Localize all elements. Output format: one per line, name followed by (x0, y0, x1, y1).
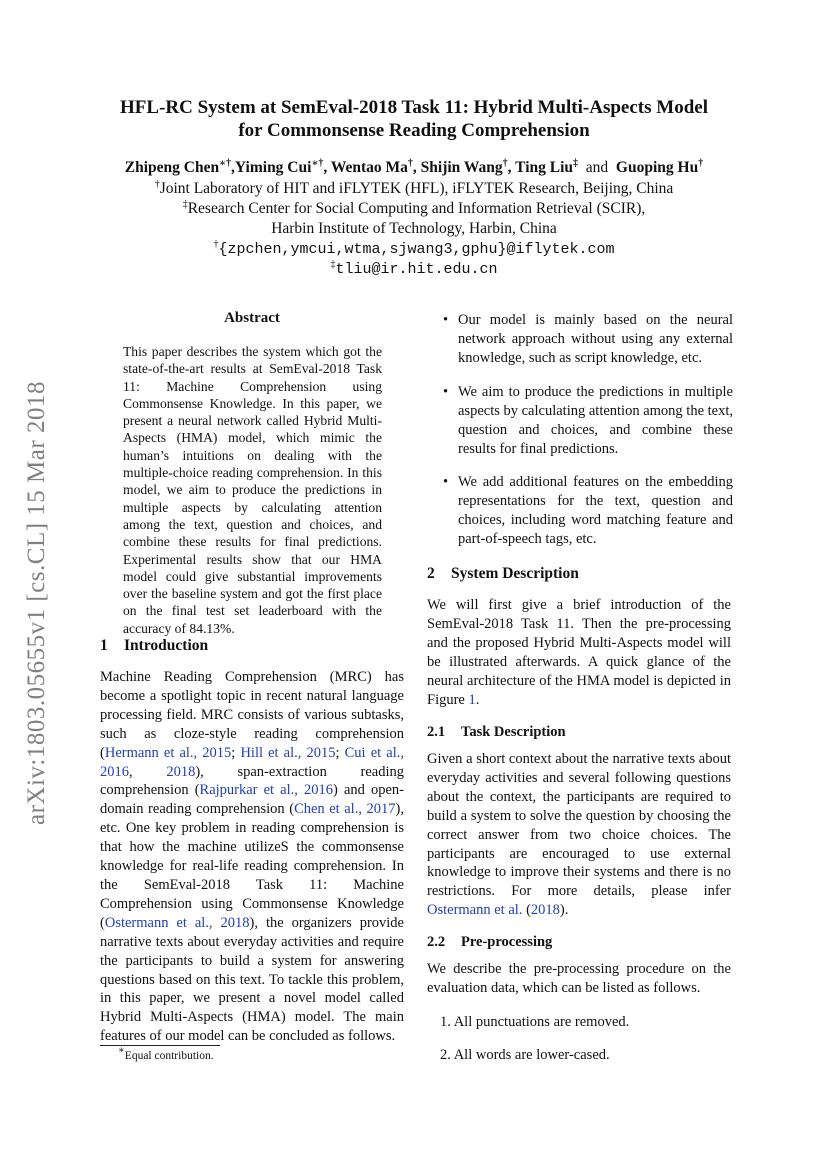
author-conjunction: and (585, 159, 609, 176)
paper-title (80, 96, 748, 142)
task-description-paragraph (427, 750, 731, 920)
author-name: Wentao Ma (330, 159, 408, 176)
author-name: Zhipeng Chen (124, 159, 220, 176)
author-mark: † (698, 158, 704, 169)
citation-link[interactable]: Ostermann et al., 2018 (104, 914, 250, 931)
bullet-icon: • (443, 312, 449, 328)
section-number: 2 (427, 565, 435, 582)
section-number: 1 (100, 637, 108, 654)
title-line-1: HFL-RC System at SemEval-2018 Task 11: Hybrid Multi-Aspects Model (120, 97, 708, 118)
text-run: We will first give a brief introduction of the SemEval-2018 Task 11. Then the pre-processing and the proposed Hybrid Multi-Aspects model will be illustrated afterwards. A quick glance of the neural architecture of the HMA model is depicted in Figure (427, 597, 731, 708)
abstract-heading: Abstract (224, 310, 280, 326)
author-name: Ting Liu (515, 159, 574, 176)
footnote-mark: ∗ (118, 1045, 125, 1056)
text-run: ; (335, 744, 345, 761)
citation-link[interactable]: Rajpurkar et al., 2016 (199, 782, 334, 799)
system-description-paragraph (427, 596, 731, 709)
citation-link[interactable]: Chen et al., 2017 (294, 801, 396, 818)
email-line (60, 259, 768, 280)
affiliation-mark: ‡ (182, 199, 188, 210)
list-item: 2. All words are lower-cased. (440, 1047, 610, 1063)
email-line (60, 239, 768, 260)
subsection-title: Task Description (461, 724, 566, 740)
pre-processing-paragraph: We describe the pre-processing procedure on the evaluation data, which can be listed as follows. (427, 961, 731, 996)
bullet-text: We aim to produce the predictions in multiple aspects by calculating attention among the text, question and choices, and combine these results for final predictions. (458, 384, 734, 457)
author-mark: † (407, 158, 413, 169)
citation-link[interactable]: Ostermann et al. (427, 902, 523, 919)
email-mark: † (213, 239, 219, 250)
text-run: ), etc. One key problem in reading comprehension is that how the machine utilizeS the commonsense knowledge for real-life reading comprehension. In the SemEval-2018 Task 11: Machine Comprehension using Commonsense Knowledge ( (100, 801, 404, 931)
figure-link[interactable]: 1 (468, 691, 476, 708)
citation-link[interactable]: Hill et al., 2015 (240, 744, 336, 761)
affiliation-text: Harbin Institute of Technology, Harbin, China (271, 220, 557, 237)
affiliation-text: Joint Laboratory of HIT and iFLYTEK (HFL), iFLYTEK Research, Beijing, China (159, 180, 674, 197)
section-title: Introduction (124, 637, 209, 654)
bullet-icon: • (443, 474, 449, 490)
citation-link[interactable]: 2018 (166, 763, 196, 780)
text-run: ). (559, 902, 569, 919)
email-address[interactable]: {zpchen,ymcui,wtma,sjwang3,gphu}@iflytek.com (218, 241, 615, 258)
introduction-paragraph (100, 668, 404, 1046)
text-run: , (129, 763, 167, 780)
text-run: Given a short context about the narrative texts about everyday activities and several following questions about the context, the participants are required to build a system to solve the question by choosing the correct answer from two choice choices. The participants are encouraged to use external knowledge to improve their systems and there is no restrictions. For more details, please infer (427, 751, 731, 900)
affiliation-line (60, 179, 768, 199)
list-item: 1. All punctuations are removed. (440, 1014, 630, 1030)
subsection-title: Pre-processing (461, 934, 553, 950)
feature-bullet (443, 473, 733, 549)
affiliation-text: Research Center for Social Computing and Information Retrieval (SCIR), (187, 200, 646, 217)
affiliation-line (60, 199, 768, 219)
subsection-heading-pre-processing (427, 934, 552, 951)
bullet-text: Our model is mainly based on the neural network approach without using any external knowledge, such as script knowledge, etc. (458, 312, 733, 366)
author-name: Shijin Wang (420, 159, 503, 176)
citation-link[interactable]: Cui et al., 2016 (100, 744, 404, 780)
section-heading-system-description (427, 565, 579, 583)
email-mark: ‡ (330, 259, 336, 270)
text-run: ), the organizers provide narrative texts about everyday activities and require the participants to build a system for answering questions based on this text. To tackle this problem, in this paper, we present a novel model called Hybrid Multi-Aspects (HMA) model. The main features of our model can be concluded as follows. (100, 914, 404, 1045)
author-name: Guoping Hu (615, 159, 699, 176)
affiliation-line (60, 219, 768, 239)
section-title: System Description (451, 565, 579, 582)
footnote-text: Equal contribution. (124, 1050, 214, 1062)
text-run: ; (231, 744, 241, 761)
subsection-number: 2.2 (427, 934, 446, 950)
bullet-text: We add additional features on the embedding representations for the text, question and choices, including word matching feature and part-of-speech tags, etc. (458, 474, 733, 547)
footnote (118, 1045, 214, 1062)
author-list: Zhipeng Chen∗†,Yiming Cui∗†, Wentao Ma†, Shijin Wang†, Ting Liu‡ and Guoping Hu† (124, 158, 704, 176)
author-name: Yiming Cui (234, 159, 312, 176)
subsection-heading-task-description (427, 724, 566, 741)
citation-link[interactable]: Hermann et al., 2015 (104, 744, 232, 761)
citation-link[interactable]: 2018 (530, 902, 560, 919)
author-mark: † (502, 158, 508, 169)
email-address[interactable]: tliu@ir.hit.edu.cn (335, 261, 498, 278)
author-mark: ∗† (219, 158, 232, 169)
abstract-body: This paper describes the system which got the state-of-the-art results at SemEval-2018 Task 11: Machine Comprehension using Commonsense Knowledge. In this paper, we present a neural network called Hybrid Multi-Aspects (HMA) model, which mimic the human’s intuitions on dealing with the multiple-choice reading comprehension. In this model, we aim to produce the predictions in multiple aspects by calculating attention among the text, question and choices, and combine these results for final predictions. Experimental results show that our HMA model could give substantial improvements over the baseline system and got the first place on the final test set leaderboard with the accuracy of 84.13%. (123, 344, 382, 636)
feature-bullet (443, 383, 733, 459)
text-run: . (475, 691, 480, 708)
arxiv-identifier: arXiv:1803.05655v1 [cs.CL] 15 Mar 2018 (23, 381, 50, 825)
bullet-icon: • (443, 384, 449, 400)
text-run: ), span-extraction reading comprehension ( (100, 763, 404, 799)
title-line-2: for Commonsense Reading Comprehension (238, 120, 590, 141)
section-heading-introduction (100, 637, 208, 655)
text-run: ) and open-domain reading comprehension ( (100, 782, 405, 818)
affiliation-mark: † (154, 179, 160, 190)
text-run: ( (522, 902, 531, 919)
author-mark: ‡ (573, 158, 579, 169)
feature-bullet (443, 311, 733, 368)
text-run: Machine Reading Comprehension (MRC) has become a spotlight topic in recent natural language processing field. MRC consists of various subtasks, such as cloze-style reading comprehension ( (100, 669, 404, 761)
subsection-number: 2.1 (427, 724, 446, 740)
author-mark: ∗† (311, 158, 324, 169)
